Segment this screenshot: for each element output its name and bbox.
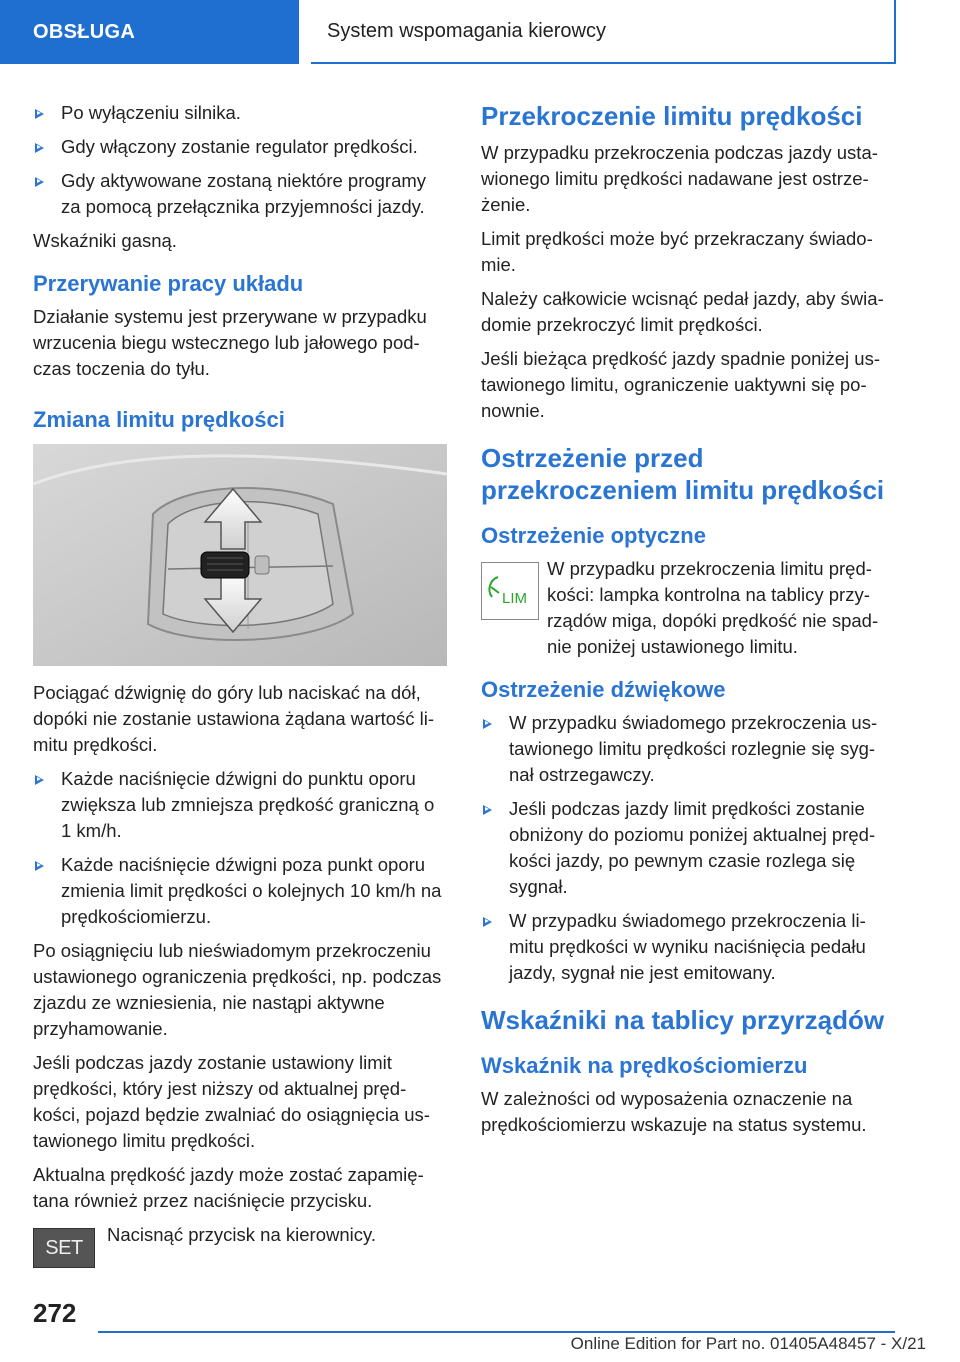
heading-exceeding-limit: Przekroczenie limitu prędkości bbox=[481, 101, 863, 131]
optical-warning-row bbox=[481, 556, 891, 660]
steering-wheel-lever-image bbox=[33, 444, 447, 666]
heading-change-limit: Zmiana limitu prędkości bbox=[33, 407, 285, 432]
paragraph: Działanie systemu jest przerywane w przypadku wrzucenia biegu wstecznego lub jałowego podczas toczenia do tyłu. bbox=[33, 306, 427, 379]
paragraph: Nacisnąć przycisk na kierownicy. bbox=[107, 1224, 377, 1245]
svg-text:LIM: LIM bbox=[502, 590, 528, 607]
footer-divider bbox=[98, 1331, 895, 1333]
bullet-triangle-icon bbox=[483, 719, 492, 729]
paragraph: Jeśli bieżąca prędkość jazdy spadnie poniżej ustawionego limitu, ograniczenie uaktywni się ponownie. bbox=[481, 348, 881, 421]
header-section-label: OBSŁUGA bbox=[33, 20, 136, 43]
paragraph: Wskaźniki gasną. bbox=[33, 230, 177, 251]
bullet-triangle-icon bbox=[483, 805, 492, 815]
list-conditions bbox=[33, 100, 447, 220]
heading-instrument-indicators: Wskaźniki na tablicy przyrządów bbox=[481, 1005, 885, 1035]
bullet-triangle-icon bbox=[35, 109, 44, 119]
bullet-triangle-icon bbox=[483, 917, 492, 927]
paragraph: W zależności od wyposażenia oznaczenie na prędkościomierzu wskazuje na status systemu. bbox=[481, 1088, 867, 1135]
heading-warning-before-exceeding: Ostrzeżenie przed przekroczeniem limitu prędkości bbox=[481, 443, 885, 505]
paragraph: Aktualna prędkość jazdy może zostać zapamiętana również przez naciśnięcie przycisku. bbox=[33, 1164, 424, 1211]
list-item: Każde naciśnięcie dźwigni poza punkt oporu zmienia limit prędkości o kolejnych 10 km/h na prędkościomierzu. bbox=[33, 852, 447, 930]
paragraph: Pociągać dźwignię do góry lub naciskać na dół, dopóki nie zostanie ustawiona żądana wartość limitu prędkości. bbox=[33, 682, 435, 755]
list-item: Po wyłączeniu silnika. bbox=[33, 100, 447, 126]
right-column bbox=[481, 100, 891, 1146]
list-item: Każde naciśnięcie dźwigni do punktu oporu zwiększa lub zmniejsza prędkość graniczną o 1 km/h. bbox=[33, 766, 447, 844]
list-item: Jeśli podczas jazdy limit prędkości zostanie obniżony do poziomu poniżej aktualnej prędkości jazdy, po pewnym czasie rozlega się sygnał. bbox=[481, 796, 891, 900]
footer-edition: Online Edition for Part no. 01405A48457 - X/21 bbox=[570, 1334, 926, 1353]
list-item: W przypadku świadomego przekroczenia ustawionego limitu prędkości rozlegnie się sygnał ostrzegawczy. bbox=[481, 710, 891, 788]
header-section-tab bbox=[0, 0, 299, 64]
list-lever-actions bbox=[33, 766, 447, 930]
list-acoustic bbox=[481, 710, 891, 986]
bullet-triangle-icon bbox=[35, 861, 44, 871]
list-item: Gdy aktywowane zostaną niektóre programy za pomocą przełącznika przyjemności jazdy. bbox=[33, 168, 447, 220]
bullet-triangle-icon bbox=[35, 775, 44, 785]
paragraph: Limit prędkości może być przekraczany świadomie. bbox=[481, 228, 873, 275]
set-button-icon: SET bbox=[33, 1228, 95, 1268]
page-number: 272 bbox=[33, 1298, 77, 1328]
paragraph: Po osiągnięciu lub nieświadomym przekroczeniu ustawionego ograniczenia prędkości, np. podczas zjazdu ze wzniesienia, nie nastąpi aktywne przyhamowanie. bbox=[33, 940, 442, 1039]
lim-gauge-icon bbox=[482, 563, 538, 619]
speed-limit-indicator-icon bbox=[481, 562, 539, 620]
header-title-box bbox=[311, 0, 896, 64]
paragraph: Należy całkowicie wcisnąć pedał jazdy, aby świadomie przekroczyć limit prędkości. bbox=[481, 288, 884, 335]
paragraph: W przypadku przekroczenia podczas jazdy ustawionego limitu prędkości nadawane jest ostrzeżenie. bbox=[481, 142, 878, 215]
heading-optical-warning: Ostrzeżenie optyczne bbox=[481, 523, 706, 548]
paragraph: W przypadku przekroczenia limitu prędkości: lampka kontrolna na tablicy przyrządów miga, dopóki prędkość nie spadnie poniżej ustawionego limitu. bbox=[547, 558, 879, 657]
header-title: System wspomagania kierowcy bbox=[327, 19, 606, 42]
set-button-row bbox=[33, 1222, 447, 1272]
bullet-triangle-icon bbox=[35, 177, 44, 187]
heading-interruption: Przerywanie pracy układu bbox=[33, 271, 304, 296]
left-column bbox=[33, 100, 447, 1272]
paragraph: Jeśli podczas jazdy zostanie ustawiony limit prędkości, który jest niższy od aktualnej prędkości, pojazd będzie zwalniać do osiągnięcia ustawionego limitu prędkości. bbox=[33, 1052, 430, 1151]
heading-speedometer-indicator: Wskaźnik na prędkościomierzu bbox=[481, 1053, 808, 1078]
bullet-triangle-icon bbox=[35, 143, 44, 153]
list-item: Gdy włączony zostanie regulator prędkości. bbox=[33, 134, 447, 160]
heading-acoustic-warning: Ostrzeżenie dźwiękowe bbox=[481, 677, 726, 702]
list-item: W przypadku świadomego przekroczenia limitu prędkości w wyniku naciśnięcia pedału jazdy, sygnał nie jest emitowany. bbox=[481, 908, 891, 986]
